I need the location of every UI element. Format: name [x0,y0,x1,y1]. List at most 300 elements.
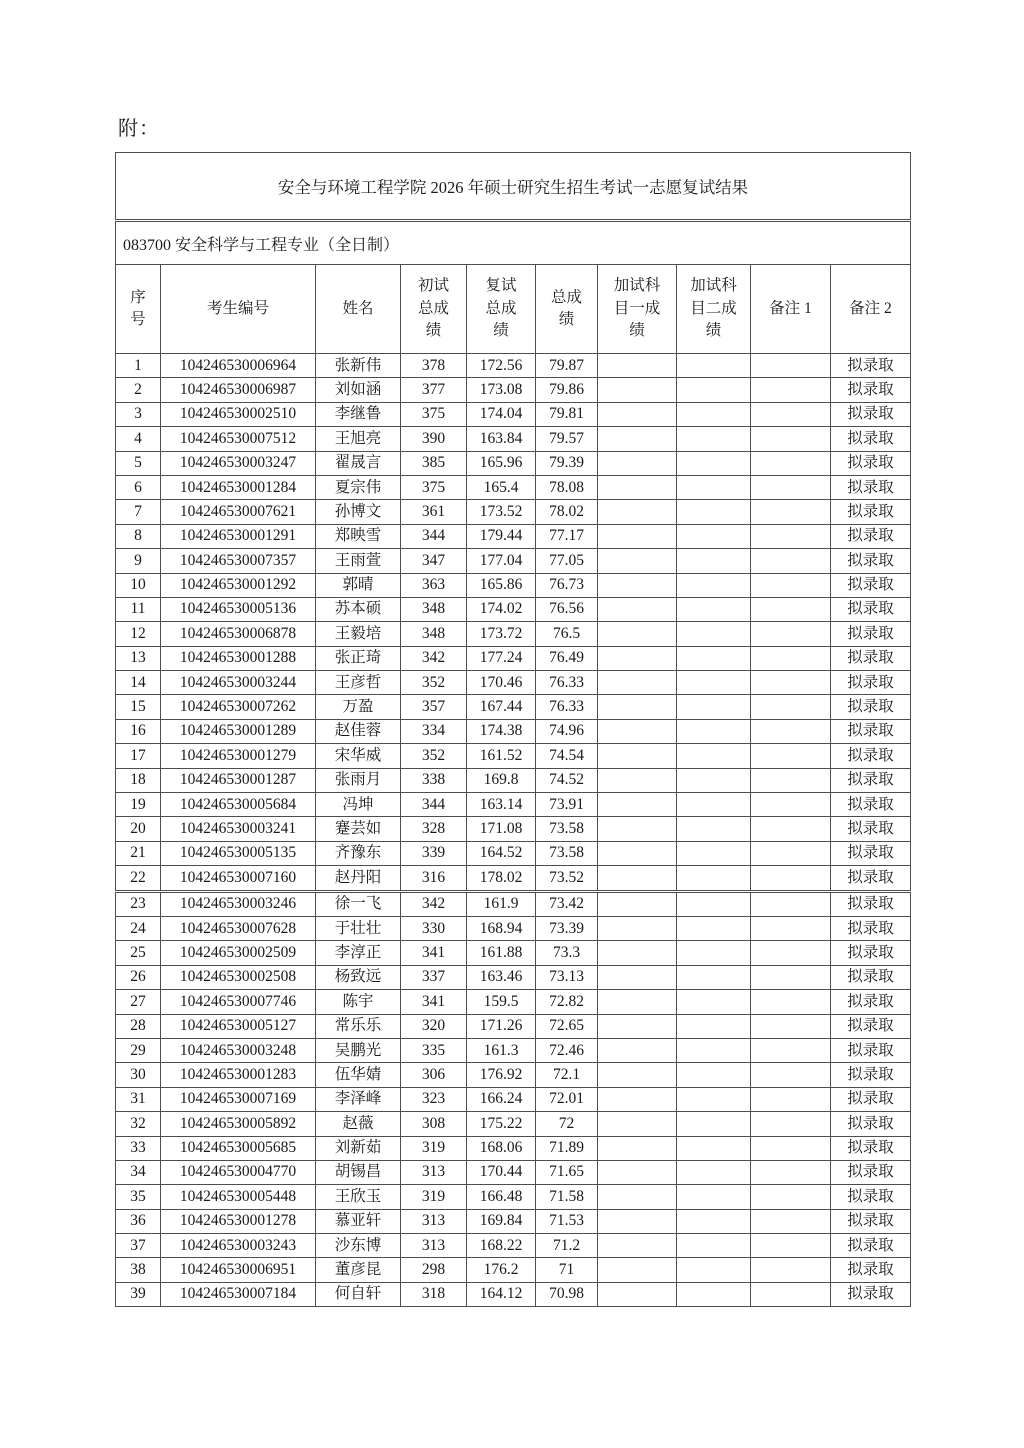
cell-total-score: 74.54 [536,744,598,768]
cell-retest-score: 171.26 [467,1014,536,1038]
cell-index: 35 [116,1185,161,1209]
cell-total-score: 71.65 [536,1160,598,1184]
cell-note1 [751,1209,831,1233]
table-row [116,1160,911,1184]
cell-extra-subject1-score [598,646,677,670]
cell-note2: 拟录取 [831,622,911,646]
cell-extra-subject2-score [677,427,751,451]
col-header-name-label: 姓名 [342,299,374,317]
cell-total-score: 79.57 [536,427,598,451]
cell-index: 17 [116,744,161,768]
cell-candidate-id: 104246530007160 [161,866,316,891]
cell-extra-subject2-score [677,744,751,768]
table-title-row [116,153,911,221]
table-body [116,354,911,1307]
cell-extra-subject2-score [677,1136,751,1160]
cell-candidate-id: 104246530007357 [161,549,316,573]
cell-retest-score: 169.8 [467,768,536,792]
cell-index: 9 [116,549,161,573]
cell-note1 [751,1282,831,1306]
table-row [116,990,911,1014]
cell-name: 赵薇 [316,1112,401,1136]
table-row [116,719,911,743]
cell-initial-score: 341 [401,990,467,1014]
cell-name: 王旭亮 [316,427,401,451]
cell-note1 [751,941,831,965]
cell-extra-subject1-score [598,990,677,1014]
cell-note2: 拟录取 [831,1087,911,1111]
cell-index: 24 [116,916,161,940]
table-row [116,768,911,792]
cell-extra-subject2-score [677,1282,751,1306]
cell-name: 何自轩 [316,1282,401,1306]
table-row [116,378,911,402]
cell-note1 [751,549,831,573]
cell-note2: 拟录取 [831,451,911,475]
cell-note1 [751,354,831,378]
table-row [116,1209,911,1233]
cell-retest-score: 169.84 [467,1209,536,1233]
cell-name: 于壮壮 [316,916,401,940]
cell-note1 [751,1234,831,1258]
cell-candidate-id: 104246530003241 [161,817,316,841]
col-header-retest-score-label: 复试总成绩 [485,277,517,340]
cell-index: 7 [116,500,161,524]
col-header-initial-score [401,265,467,354]
cell-note2: 拟录取 [831,1258,911,1282]
cell-extra-subject2-score [677,1258,751,1282]
cell-note2: 拟录取 [831,402,911,426]
cell-total-score: 77.17 [536,524,598,548]
table-row [116,695,911,719]
cell-candidate-id: 104246530001279 [161,744,316,768]
cell-extra-subject2-score [677,524,751,548]
cell-initial-score: 344 [401,524,467,548]
cell-extra-subject2-score [677,597,751,621]
cell-index: 12 [116,622,161,646]
cell-name: 常乐乐 [316,1014,401,1038]
cell-extra-subject1-score [598,475,677,499]
cell-note2: 拟录取 [831,841,911,865]
cell-extra-subject2-score [677,941,751,965]
cell-index: 14 [116,671,161,695]
cell-candidate-id: 104246530003248 [161,1038,316,1062]
cell-initial-score: 348 [401,597,467,621]
cell-extra-subject2-score [677,1160,751,1184]
cell-initial-score: 363 [401,573,467,597]
cell-index: 27 [116,990,161,1014]
cell-total-score: 74.96 [536,719,598,743]
cell-total-score: 73.3 [536,941,598,965]
cell-note2: 拟录取 [831,1185,911,1209]
table-row [116,1258,911,1282]
cell-note2: 拟录取 [831,695,911,719]
cell-total-score: 76.5 [536,622,598,646]
cell-retest-score: 173.72 [467,622,536,646]
cell-extra-subject1-score [598,451,677,475]
cell-name: 王欣玉 [316,1185,401,1209]
cell-note1 [751,1160,831,1184]
cell-index: 28 [116,1014,161,1038]
cell-retest-score: 174.04 [467,402,536,426]
cell-note1 [751,597,831,621]
cell-index: 2 [116,378,161,402]
cell-name: 郭晴 [316,573,401,597]
cell-index: 20 [116,817,161,841]
cell-initial-score: 318 [401,1282,467,1306]
cell-name: 刘新茹 [316,1136,401,1160]
cell-total-score: 72.82 [536,990,598,1014]
cell-initial-score: 313 [401,1209,467,1233]
cell-total-score: 79.81 [536,402,598,426]
cell-note1 [751,573,831,597]
col-header-index-label: 序号 [130,288,146,328]
cell-extra-subject1-score [598,1087,677,1111]
cell-extra-subject1-score [598,1063,677,1087]
cell-retest-score: 163.14 [467,793,536,817]
cell-extra-subject1-score [598,500,677,524]
cell-index: 3 [116,402,161,426]
cell-total-score: 74.52 [536,768,598,792]
cell-candidate-id: 104246530001291 [161,524,316,548]
cell-extra-subject1-score [598,744,677,768]
cell-extra-subject2-score [677,475,751,499]
cell-note1 [751,524,831,548]
results-table [115,152,911,1307]
cell-retest-score: 168.06 [467,1136,536,1160]
table-header-row [116,265,911,354]
cell-index: 33 [116,1136,161,1160]
table-row [116,965,911,989]
cell-note1 [751,427,831,451]
cell-candidate-id: 104246530003246 [161,891,316,916]
cell-note1 [751,671,831,695]
cell-index: 21 [116,841,161,865]
cell-extra-subject2-score [677,817,751,841]
cell-candidate-id: 104246530001287 [161,768,316,792]
cell-retest-score: 177.24 [467,646,536,670]
table-row [116,622,911,646]
cell-name: 徐一飞 [316,891,401,916]
cell-note1 [751,500,831,524]
cell-candidate-id: 104246530002510 [161,402,316,426]
col-header-index [116,265,161,354]
cell-name: 董彦昆 [316,1258,401,1282]
table-row [116,1087,911,1111]
cell-index: 4 [116,427,161,451]
cell-initial-score: 313 [401,1160,467,1184]
cell-extra-subject1-score [598,1209,677,1233]
cell-initial-score: 337 [401,965,467,989]
major-subtitle: 083700 安全科学与工程专业（全日制） [116,221,911,265]
cell-note2: 拟录取 [831,378,911,402]
cell-name: 胡锡昌 [316,1160,401,1184]
cell-retest-score: 166.24 [467,1087,536,1111]
cell-extra-subject1-score [598,1258,677,1282]
cell-name: 伍华婧 [316,1063,401,1087]
cell-candidate-id: 104246530004770 [161,1160,316,1184]
cell-name: 郑映雪 [316,524,401,548]
table-row [116,841,911,865]
cell-retest-score: 166.48 [467,1185,536,1209]
cell-note1 [751,451,831,475]
table-row [116,1185,911,1209]
cell-extra-subject1-score [598,427,677,451]
cell-initial-score: 320 [401,1014,467,1038]
cell-candidate-id: 104246530001292 [161,573,316,597]
cell-total-score: 72 [536,1112,598,1136]
cell-note2: 拟录取 [831,719,911,743]
cell-extra-subject2-score [677,1209,751,1233]
cell-total-score: 76.73 [536,573,598,597]
cell-index: 37 [116,1234,161,1258]
cell-total-score: 70.98 [536,1282,598,1306]
cell-name: 张新伟 [316,354,401,378]
cell-index: 25 [116,941,161,965]
cell-initial-score: 298 [401,1258,467,1282]
cell-note2: 拟录取 [831,1112,911,1136]
col-header-extra-subject1 [598,265,677,354]
cell-extra-subject1-score [598,916,677,940]
cell-initial-score: 316 [401,866,467,891]
cell-candidate-id: 104246530005448 [161,1185,316,1209]
cell-name: 慕亚轩 [316,1209,401,1233]
cell-candidate-id: 104246530005684 [161,793,316,817]
cell-note2: 拟录取 [831,597,911,621]
cell-retest-score: 161.88 [467,941,536,965]
table-row [116,451,911,475]
col-header-note1 [751,265,831,354]
cell-note1 [751,1014,831,1038]
cell-name: 齐豫东 [316,841,401,865]
cell-extra-subject1-score [598,1014,677,1038]
table-row [116,891,911,916]
cell-note2: 拟录取 [831,354,911,378]
cell-index: 10 [116,573,161,597]
cell-extra-subject2-score [677,671,751,695]
table-subtitle-row [116,221,911,265]
cell-extra-subject2-score [677,1063,751,1087]
cell-retest-score: 172.56 [467,354,536,378]
cell-note1 [751,768,831,792]
cell-initial-score: 352 [401,744,467,768]
table-row [116,1112,911,1136]
table-title: 安全与环境工程学院 2026 年硕士研究生招生考试一志愿复试结果 [116,153,911,221]
table-row [116,402,911,426]
cell-retest-score: 161.9 [467,891,536,916]
cell-extra-subject1-score [598,378,677,402]
cell-candidate-id: 104246530006878 [161,622,316,646]
cell-extra-subject2-score [677,622,751,646]
cell-name: 冯坤 [316,793,401,817]
cell-initial-score: 319 [401,1136,467,1160]
cell-index: 6 [116,475,161,499]
table-row [116,1282,911,1306]
cell-extra-subject1-score [598,866,677,891]
cell-initial-score: 347 [401,549,467,573]
cell-extra-subject2-score [677,1038,751,1062]
cell-initial-score: 375 [401,475,467,499]
cell-note1 [751,744,831,768]
cell-initial-score: 375 [401,402,467,426]
cell-total-score: 73.13 [536,965,598,989]
cell-extra-subject2-score [677,719,751,743]
col-header-candidate-id [161,265,316,354]
cell-note2: 拟录取 [831,1038,911,1062]
cell-initial-score: 357 [401,695,467,719]
cell-total-score: 79.87 [536,354,598,378]
cell-note2: 拟录取 [831,793,911,817]
cell-name: 夏宗伟 [316,475,401,499]
col-header-retest-score [467,265,536,354]
cell-retest-score: 178.02 [467,866,536,891]
cell-total-score: 76.33 [536,671,598,695]
cell-initial-score: 306 [401,1063,467,1087]
table-row [116,1136,911,1160]
cell-candidate-id: 104246530005892 [161,1112,316,1136]
cell-candidate-id: 104246530005127 [161,1014,316,1038]
cell-extra-subject1-score [598,1136,677,1160]
cell-name: 杨致远 [316,965,401,989]
cell-note2: 拟录取 [831,1282,911,1306]
cell-name: 李继鲁 [316,402,401,426]
cell-note1 [751,378,831,402]
cell-retest-score: 170.44 [467,1160,536,1184]
col-header-candidate-id-label: 考生编号 [206,299,269,317]
cell-candidate-id: 104246530005135 [161,841,316,865]
cell-total-score: 78.02 [536,500,598,524]
table-row [116,941,911,965]
cell-retest-score: 164.52 [467,841,536,865]
cell-name: 苏本硕 [316,597,401,621]
cell-note2: 拟录取 [831,671,911,695]
cell-extra-subject2-score [677,354,751,378]
cell-extra-subject2-score [677,451,751,475]
cell-initial-score: 338 [401,768,467,792]
cell-extra-subject1-score [598,768,677,792]
cell-note1 [751,965,831,989]
cell-candidate-id: 104246530001289 [161,719,316,743]
cell-extra-subject2-score [677,841,751,865]
cell-extra-subject1-score [598,891,677,916]
cell-extra-subject1-score [598,793,677,817]
cell-extra-subject1-score [598,1160,677,1184]
col-header-note2-label: 备注 2 [849,299,892,317]
cell-note2: 拟录取 [831,891,911,916]
cell-total-score: 71.2 [536,1234,598,1258]
cell-retest-score: 173.52 [467,500,536,524]
cell-extra-subject1-score [598,817,677,841]
cell-index: 11 [116,597,161,621]
cell-total-score: 72.1 [536,1063,598,1087]
cell-retest-score: 165.4 [467,475,536,499]
cell-name: 陈宇 [316,990,401,1014]
cell-name: 翟晟言 [316,451,401,475]
cell-initial-score: 342 [401,646,467,670]
cell-extra-subject1-score [598,1282,677,1306]
cell-extra-subject1-score [598,941,677,965]
cell-candidate-id: 104246530003247 [161,451,316,475]
cell-index: 38 [116,1258,161,1282]
cell-total-score: 79.39 [536,451,598,475]
cell-extra-subject1-score [598,695,677,719]
cell-note1 [751,402,831,426]
cell-name: 李淳正 [316,941,401,965]
cell-initial-score: 335 [401,1038,467,1062]
cell-extra-subject1-score [598,1234,677,1258]
cell-total-score: 76.56 [536,597,598,621]
cell-total-score: 72.01 [536,1087,598,1111]
cell-candidate-id: 104246530001283 [161,1063,316,1087]
cell-extra-subject2-score [677,402,751,426]
cell-extra-subject1-score [598,1185,677,1209]
cell-candidate-id: 104246530007621 [161,500,316,524]
cell-retest-score: 176.2 [467,1258,536,1282]
cell-note2: 拟录取 [831,1136,911,1160]
cell-retest-score: 164.12 [467,1282,536,1306]
cell-name: 赵佳蓉 [316,719,401,743]
cell-total-score: 76.49 [536,646,598,670]
cell-retest-score: 163.84 [467,427,536,451]
results-table-container [115,152,912,1307]
cell-name: 宋华威 [316,744,401,768]
cell-index: 32 [116,1112,161,1136]
cell-candidate-id: 104246530007512 [161,427,316,451]
cell-extra-subject1-score [598,402,677,426]
cell-note1 [751,475,831,499]
cell-candidate-id: 104246530001284 [161,475,316,499]
table-row [116,916,911,940]
cell-retest-score: 159.5 [467,990,536,1014]
cell-total-score: 73.52 [536,866,598,891]
col-header-name [316,265,401,354]
cell-index: 29 [116,1038,161,1062]
cell-total-score: 72.46 [536,1038,598,1062]
cell-note2: 拟录取 [831,941,911,965]
cell-extra-subject2-score [677,549,751,573]
cell-note2: 拟录取 [831,990,911,1014]
cell-initial-score: 344 [401,793,467,817]
cell-retest-score: 171.08 [467,817,536,841]
cell-initial-score: 385 [401,451,467,475]
cell-retest-score: 175.22 [467,1112,536,1136]
cell-name: 吴鹏光 [316,1038,401,1062]
cell-initial-score: 390 [401,427,467,451]
cell-extra-subject1-score [598,1112,677,1136]
cell-name: 万盈 [316,695,401,719]
cell-total-score: 73.39 [536,916,598,940]
table-row [116,671,911,695]
cell-note2: 拟录取 [831,500,911,524]
cell-note2: 拟录取 [831,1234,911,1258]
cell-initial-score: 341 [401,941,467,965]
cell-candidate-id: 104246530007184 [161,1282,316,1306]
cell-candidate-id: 104246530005136 [161,597,316,621]
cell-candidate-id: 104246530003243 [161,1234,316,1258]
cell-note2: 拟录取 [831,573,911,597]
cell-index: 39 [116,1282,161,1306]
cell-retest-score: 174.02 [467,597,536,621]
cell-note1 [751,719,831,743]
table-row [116,744,911,768]
cell-extra-subject1-score [598,622,677,646]
cell-note2: 拟录取 [831,427,911,451]
col-header-initial-score-label: 初试总成绩 [417,277,449,340]
cell-name: 张雨月 [316,768,401,792]
cell-index: 36 [116,1209,161,1233]
cell-retest-score: 165.86 [467,573,536,597]
cell-retest-score: 173.08 [467,378,536,402]
